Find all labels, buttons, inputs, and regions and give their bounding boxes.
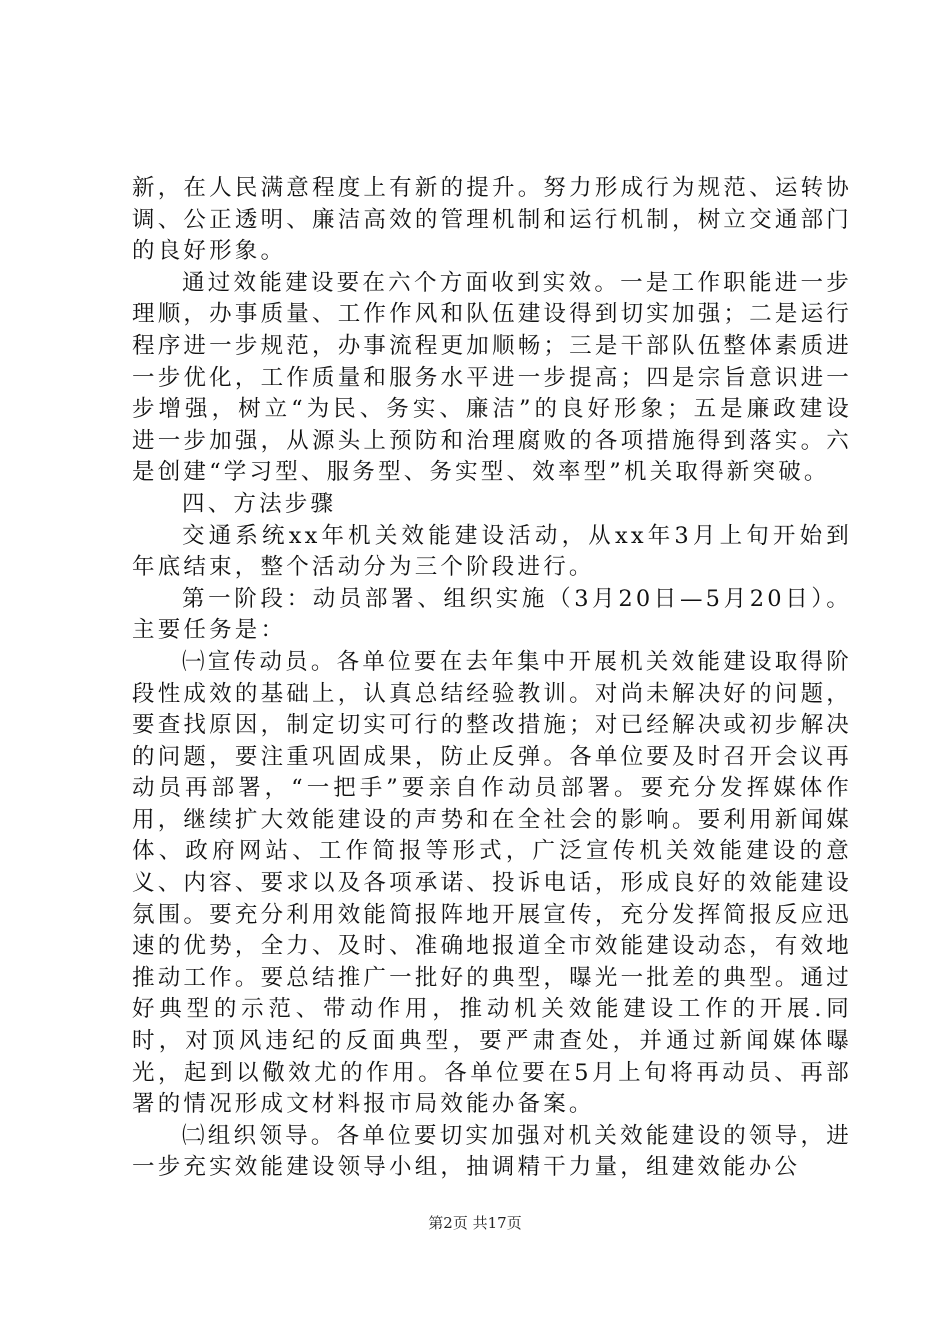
paragraph-1: 新，在人民满意程度上有新的提升。努力形成行为规范、运转协调、公正透明、廉洁高效的管理机制和运行机制，树立交通部门的良好形象。 [132, 175, 852, 265]
page-number-footer: 第2页 共17页 [428, 1214, 522, 1232]
section-heading-methods: 四、方法步骤 [182, 490, 337, 517]
paragraph-leadership: ㈡组织领导。各单位要切实加强对机关效能建设的领导，进一步充实效能建设领导小组，抽调精干力量，组建效能办公 [132, 1122, 852, 1181]
paragraph-3: 交通系统xx年机关效能建设活动，从xx年3月上旬开始到年底结束，整个活动分为三个阶段进行。 [132, 522, 852, 581]
paragraph-2: 通过效能建设要在六个方面收到实效。一是工作职能进一步理顺，办事质量、工作作风和队伍建设得到切实加强；二是运行程序进一步规范，办事流程更加顺畅；三是干部队伍整体素质进一步优化，工作质量和服务水平进一步提高；四是宗旨意识进一步增强，树立“为民、务实、廉洁”的良好形象；五是廉政建设进一步加强，从源头上预防和治理腐败的各项措施得到落实。六是创建“学习型、服务型、务实型、效率型”机关取得新突破。 [132, 269, 852, 486]
document-body [132, 173, 852, 1184]
paragraph-stage-one: 第一阶段：动员部署、组织实施（3月20日—5月20日）。主要任务是： [132, 585, 852, 644]
paragraph-publicity: ㈠宣传动员。各单位要在去年集中开展机关效能建设取得阶段性成效的基础上，认真总结经验教训。对尚未解决好的问题，要查找原因，制定切实可行的整改措施；对已经解决或初步解决的问题，要注重巩固成果，防止反弹。各单位要及时召开会议再动员再部署，“一把手”要亲自作动员部署。要充分发挥媒体作用，继续扩大效能建设的声势和在全社会的影响。要利用新闻媒体、政府网站、工作简报等形式，广泛宣传机关效能建设的意义、内容、要求以及各项承诺、投诉电话，形成良好的效能建设氛围。要充分利用效能简报阵地开展宣传，充分发挥简报反应迅速的优势，全力、及时、准确地报道全市效能建设动态，有效地推动工作。要总结推广一批好的典型，曝光一批差的典型。通过好典型的示范、带动作用，推动机关效能建设工作的开展.同时，对顶风违纪的反面典型，要严肃查处，并通过新闻媒体曝光，起到以儆效尤的作用。各单位要在5月上旬将再动员、再部署的情况形成文材料报市局效能办备案。 [132, 648, 852, 1118]
